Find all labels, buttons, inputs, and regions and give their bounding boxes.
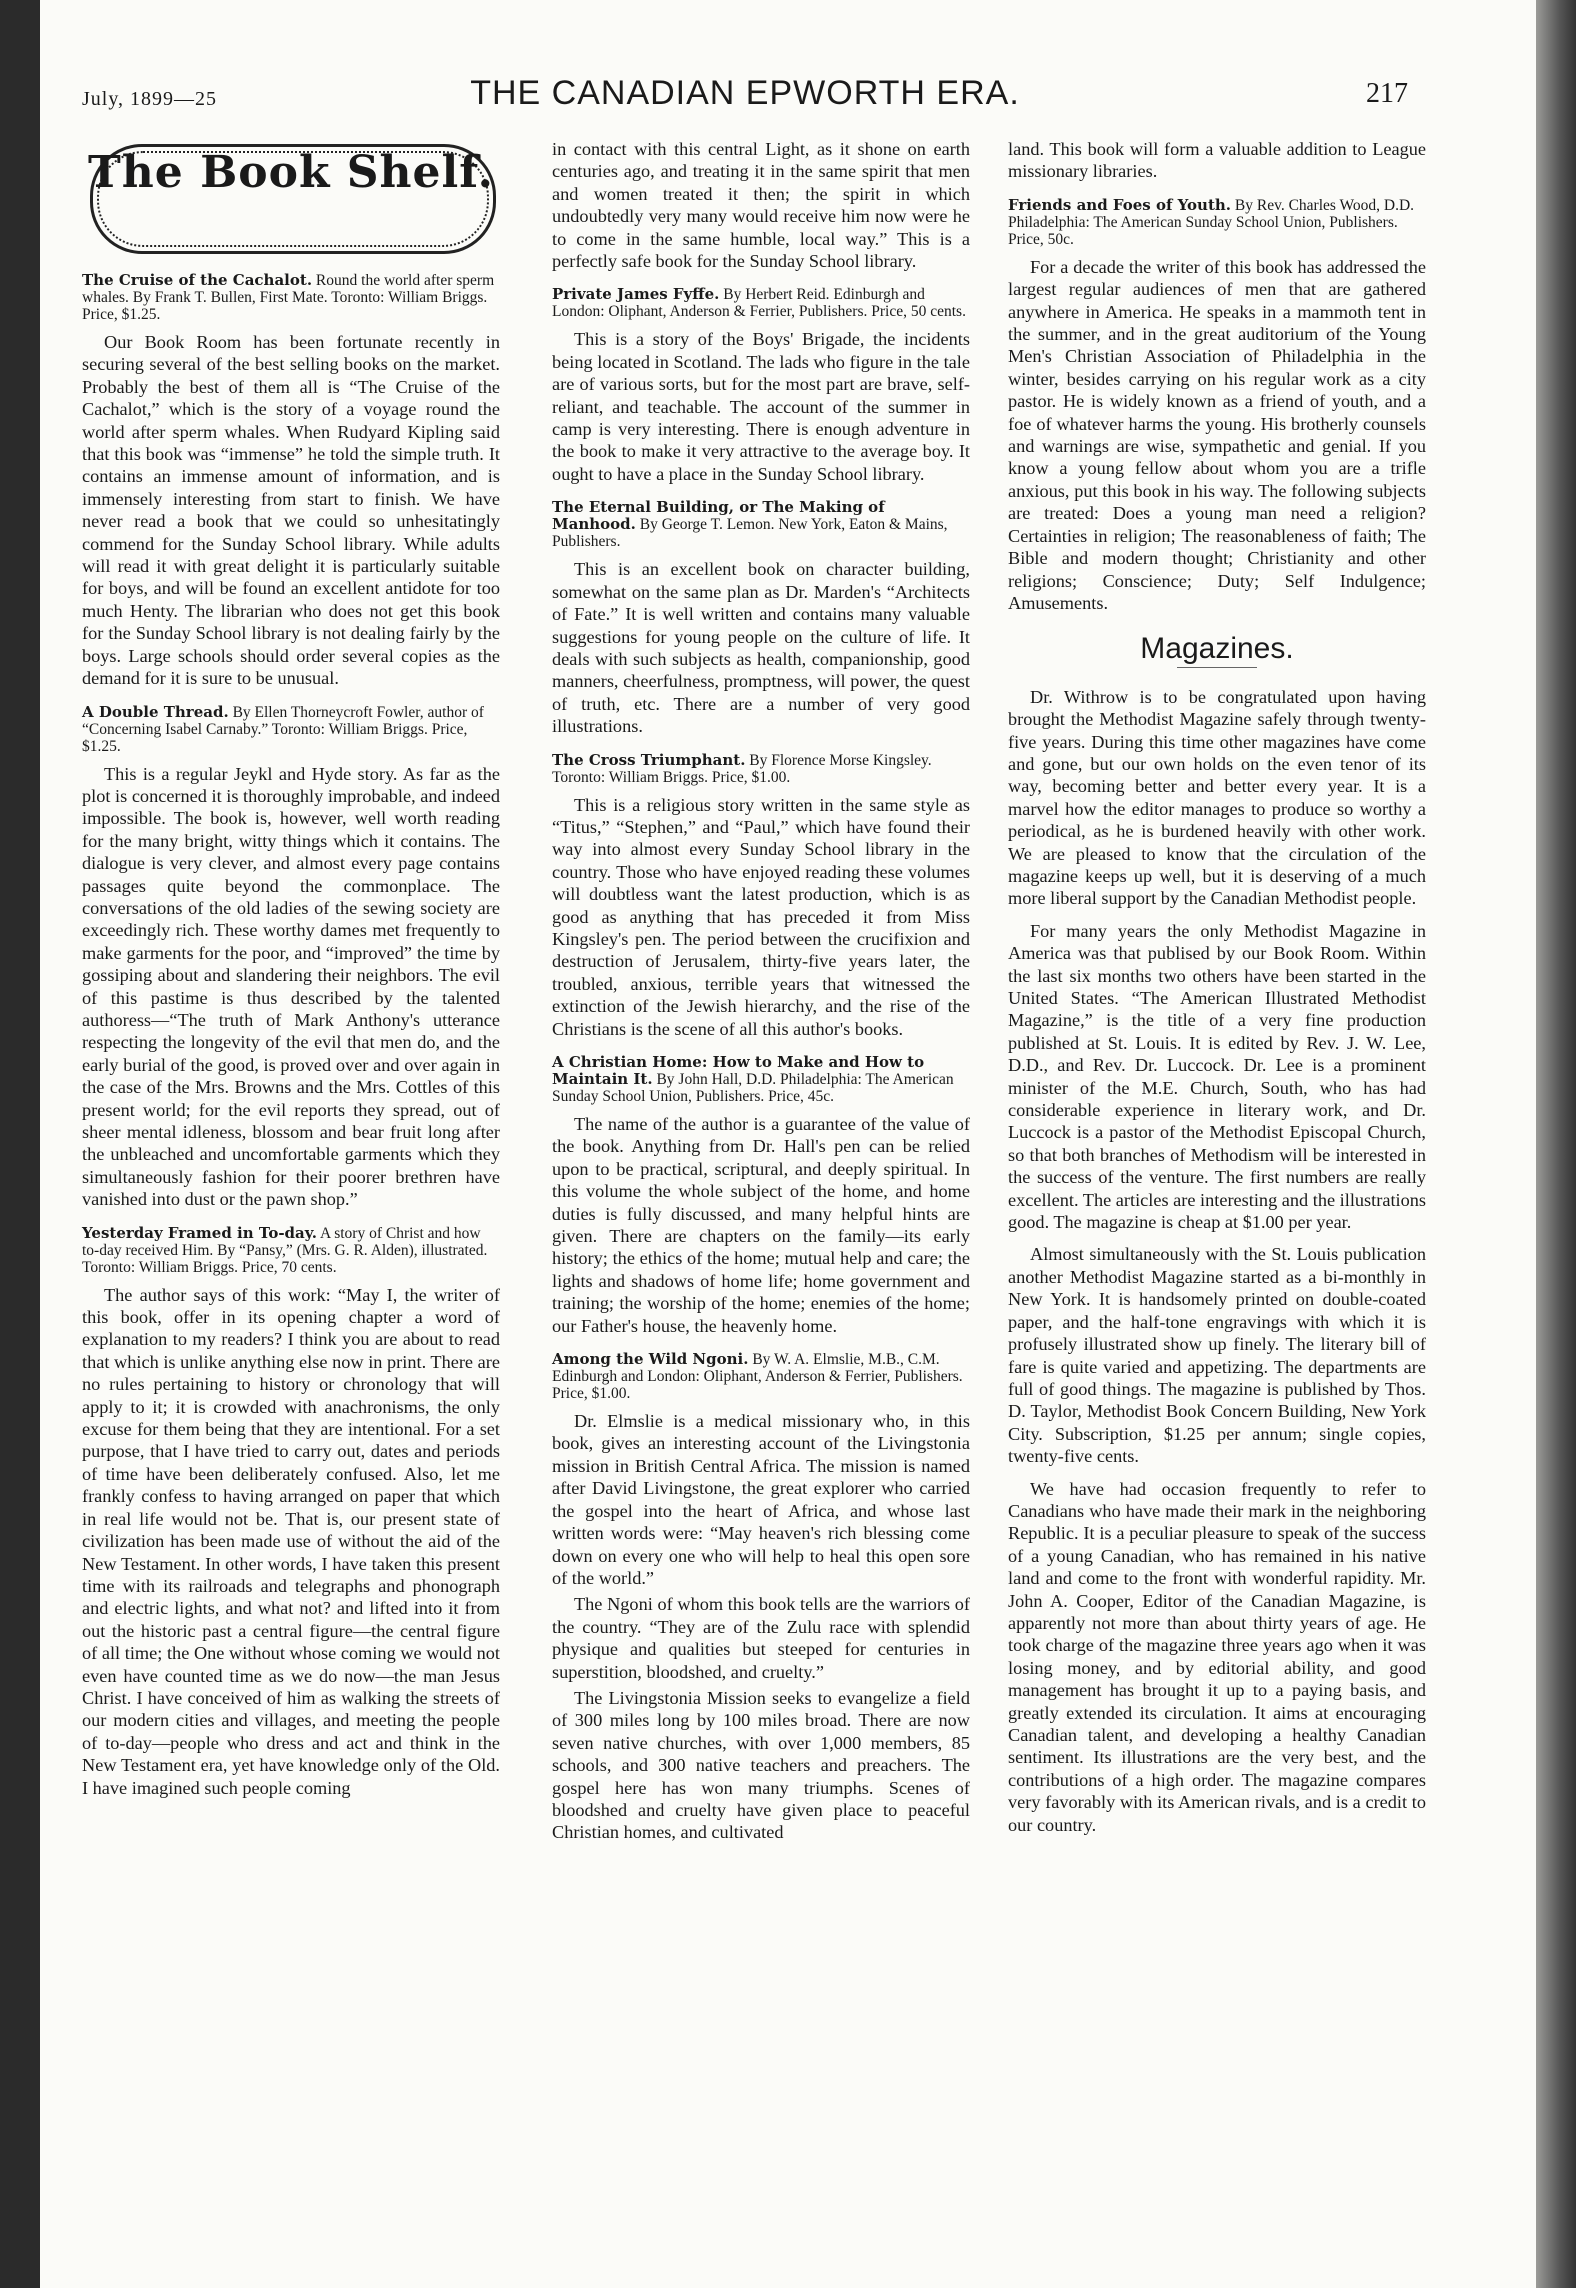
magazine-paragraph: Dr. Withrow is to be congratulated upon having brought the Methodist Magazine safely through twenty-five years. During this time other magazines have come and gone, but our own holds on the even tenor of its way, becoming better and better every year. It is a marvel how the editor manages to produce so worthy a periodical, as he is burdened heavily with other work. We are pleased to know that the circulation of the magazine keeps up well, but it is deserving of a much more liberal support by the Canadian Methodist people. xyxy=(1008,686,1426,909)
book-title: The Cross Triumphant. xyxy=(552,750,746,769)
review-paragraph: Dr. Elmslie is a medical missionary who, in this book, gives an interesting account of the Livingstonia mission in British Central Africa. The mission is named after David Livingstone, the great explorer who carried the gospel into the heart of Africa, and whose last written words were: “May heaven's rich blessing come down on every one who will help to heal this open sore of the world.” xyxy=(552,1411,970,1588)
section-title: The Book Shelf. xyxy=(88,147,494,198)
review-paragraph: The author says of this work: “May I, the writer of this book, offer in its opening chapter a word of explanation to my readers? I think you are about to read that which is unlike anything else now in print. There are no rules pertaining to history or chronology that will apply to it; it is crowded with anachronisms, the only excuse for them being that they are intentional. For a set purpose, that I have tried to carry out, dates and periods of time have been deliberately confused. Also, let me frankly confess to having arranged on paper that which in real life would not be. That is, our present state of civilization has been made use of without the aid of the New Testament. In other words, I have taken this present time with its railroads and telegraphs and phonograph and electric lights, and what not? and lifted into it from out the historic past a central figure—the central figure of all time; the One without whose coming we would not even have counted time as we do now—the man Jesus Christ. I have conceived of him as walking the streets of our modern cities and villages, and meeting the people of to-day—people who dress and act and think in the New Testament era, yet have knowledge only of the Old. I have imagined such people coming xyxy=(82,1284,500,1798)
publication-title: THE CANADIAN EPWORTH ERA. xyxy=(470,74,1020,112)
review-paragraph: The name of the author is a guarantee of the value of the book. Anything from Dr. Hall's pen can be relied upon to be practical, scriptural, and deeply spiritual. In this volume the whole subject of the home, and home duties is fully discussed, and many helpful hints are given. There are chapters on the family—its early history; the ethics of the home; mutual help and care; the lights and shadows of home life; home government and training; the worship of the home; enemies of the home; our Father's house, the heavenly home. xyxy=(552,1114,970,1336)
book-title: Among the Wild Ngoni. xyxy=(552,1350,749,1369)
review-paragraph-continued: land. This book will form a valuable addition to League missionary libraries. xyxy=(1008,139,1426,182)
book-meta: By John Hall, D.D. Philadelphia: The American Sunday School Union, Publishers. Price, 45c. xyxy=(552,1071,954,1105)
review-paragraph-continued: in contact with this central Light, as it shone on earth centuries ago, and treating it in the same spirit that men and women treated it then; the spirit in which undoubtedly very many would receive him now were he to come in the same humble, local way.” This is a perfectly safe book for the Sunday School library. xyxy=(552,139,970,272)
book-title: A Christian Home: How to Make and How to Maintain It. xyxy=(552,1053,925,1088)
book-meta: By Florence Morse Kingsley. Toronto: William Briggs. Price, $1.00. xyxy=(552,751,932,786)
review-heading xyxy=(552,1351,970,1402)
book-title: The Cruise of the Cachalot. xyxy=(82,271,313,289)
page-edge-right xyxy=(1536,0,1576,2288)
book-meta: Round the world after sperm whales. By Frank T. Bullen, First Mate. Toronto: William Briggs. Price, $1.25. xyxy=(82,272,495,323)
book-title: Private James Fyffe. xyxy=(552,285,720,304)
review-paragraph: The Livingstonia Mission seeks to evangelize a field of 300 miles long by 100 miles broad. There are now seven native churches, with over 1,000 members, 85 schools, and 300 native teachers and preachers. The gospel here has won many triumphs. Scenes of bloodshed and cruelty have given place to peaceful Christian homes, and cultivated xyxy=(552,1687,970,1843)
review-paragraph: This is an excellent book on character building, somewhat on the same plan as Dr. Marden's “Architects of Fate.” It is well written and contains many valuable suggestions for young people on the culture of life. It deals with such subjects as health, companionship, good manners, cheerfulness, promptness, will power, the quest of truth, etc. There are a number of very good illustrations. xyxy=(552,559,970,737)
review-heading xyxy=(552,752,970,786)
review-paragraph: This is a regular Jeykl and Hyde story. As far as the plot is concerned it is thoroughly improbable, and indeed impossible. The book is, however, well worth reading for the many bright, witty things which it contains. The dialogue is very clever, and almost every page contains passages quite beyond the commonplace. The conversations of the old ladies of the sewing society are exceedingly rich. These worthy dames met frequently to make garments for the poor, and “improved” the time by gossiping about and slandering their neighbors. The evil of this pastime is thus described by the talented authoress—“The truth of Mark Anthony's utterance respecting the longevity of the evil that men do, and the early burial of the good, is proved over and over again in the case of the Mrs. Browns and the Mrs. Cottles of this present world; for the evil reports they spread, out of sheer mental idleness, blossom and bear fruit long after the unbleached and uncomfortable garments which they simultaneously fashion for their poorer brethren have vanished into dust or the pawn shop.” xyxy=(82,763,500,1210)
magazines-heading xyxy=(1008,632,1426,667)
review-heading xyxy=(552,499,970,550)
page-header xyxy=(82,74,1408,122)
review-heading xyxy=(552,1054,970,1105)
heading-rule xyxy=(1177,667,1257,668)
book-binding-left xyxy=(0,0,40,2288)
book-title: A Double Thread. xyxy=(82,702,229,721)
book-shelf-banner xyxy=(82,140,500,252)
book-meta: By George T. Lemon. New York, Eaton & Mains, Publishers. xyxy=(552,516,948,551)
column-3 xyxy=(1008,138,1426,1836)
review-heading xyxy=(1008,197,1426,248)
magazine-paragraph: We have had occasion frequently to refer to Canadians who have made their mark in the neighboring Republic. It is a peculiar pleasure to speak of the success of a young Canadian, who has remained in his native land and come to the front with wonderful rapidity. Mr. John A. Cooper, Editor of the Canadian Magazine, is apparently not more than about thirty years of age. He took charge of the magazine three years ago when it was losing money, and by editorial ability, and good management has brought it up to a paying basis, and greatly extended its circulation. It aims at encouraging Canadian talent, and developing a healthy Canadian sentiment. Its illustrations are the very best, and the contributions of a high order. The magazine compares very favorably with its American rivals, and is a credit to our country. xyxy=(1008,1478,1426,1835)
review-paragraph: For a decade the writer of this book has addressed the largest regular audiences of men that are gathered anywhere in America. He speaks in a mammoth tent in the summer, and in the great auditorium of the Young Men's Christian Association of Philadelphia in the winter, besides carrying on his regular work as a city pastor. He is widely known as a friend of youth, and a foe of whatever harms the young. His brotherly counsels and warnings are wise, sympathetic and genial. If you know a young fellow about whom you are a trifle anxious, put this book in his way. The following subjects are treated: Does a young man need a religion? Certainties in religion; The reasonableness of faith; The Bible and modern thought; Christianity and other religions; Conscience; Duty; Self Indulgence; Amusements. xyxy=(1008,256,1426,613)
review-paragraph: The Ngoni of whom this book tells are the warriors of the country. “They are of the Zulu race with splendid physique and qualities but steeped for centuries in superstition, bloodshed, and cruelty.” xyxy=(552,1594,970,1682)
book-title: Friends and Foes of Youth. xyxy=(1008,195,1232,214)
book-title: Yesterday Framed in To-day. xyxy=(82,1223,317,1242)
review-heading xyxy=(82,704,500,755)
page-number: 217 xyxy=(1366,78,1408,109)
magazine-paragraph: Almost simultaneously with the St. Louis publication another Methodist Magazine started as a bi-monthly in New York. It is handsomely printed on double-coated paper, and the half-tone engravings with which it is profusely illustrated show up finely. The literary bill of fare is quite varied and appetizing. The departments are full of good things. The magazine is published by Thos. D. Taylor, Methodist Book Concern Building, New York City. Subscription, $1.25 per annum; single copies, twenty-five cents. xyxy=(1008,1244,1426,1467)
review-heading xyxy=(82,272,500,323)
book-title: The Eternal Building, or The Making of Manhood. xyxy=(552,498,885,534)
review-paragraph: This is a religious story written in the same style as “Titus,” “Stephen,” and “Paul,” which have found their way into almost every Sunday School library in the country. Those who have enjoyed reading these volumes will doubtless want the latest production, which is as good as anything that has preceded it from Miss Kingsley's pen. The period between the crucifixion and destruction of Jerusalem, thirty-five years later, the troubled, anxious, terrible years that witnessed the extinction of the Jewish hierarchy, and the rise of the Christians is the scene of all this author's books. xyxy=(552,794,970,1039)
magazine-paragraph: For many years the only Methodist Magazine in America was that publised by our Book Room. Within the last six months two others have been started in the United States. “The American Illustrated Methodist Magazine,” is the title of a very fine production published at St. Louis. It is edited by Rev. J. W. Lee, D.D., and Rev. Dr. Luccock. Dr. Lee is a prominent minister of the M.E. Church, South, who has had considerable experience in literary work, and Dr. Luccock is a pastor of the Methodist Episcopal Church, so that both branches of Methodism will be interested in the success of the venture. The first numbers are really excellent. The articles are interesting and the illustrations good. The magazine is cheap at $1.00 per year. xyxy=(1008,920,1426,1233)
book-meta: By Herbert Reid. Edinburgh and London: Oliphant, Anderson & Ferrier, Publishers. Price, 50 cents. xyxy=(552,286,966,321)
column-2 xyxy=(552,138,970,1844)
book-meta: By Ellen Thorneycroft Fowler, author of “Concerning Isabel Carnaby.” Toronto: William Briggs. Price, $1.25. xyxy=(82,703,484,755)
review-paragraph: Our Book Room has been fortunate recently in securing several of the best selling books on the market. Probably the best of them all is “The Cruise of the Cachalot,” which is the story of a voyage round the world after sperm whales. When Rudyard Kipling said that this book was “immense” he told the simple truth. It contains an immense amount of information, and is immensely interesting from start to finish. We have never read a book that we could so unhesitatingly commend for the Sunday School library. While adults will read it with great delight it is particularly suitable for boys, and will be found an excellent antidote for too much Henty. The librarian who does not get this book for the Sunday School library is not dealing fairly by the boys. Large schools should order several copies as the demand for it is sure to be unusual. xyxy=(82,332,500,689)
column-1 xyxy=(82,138,500,1799)
review-heading xyxy=(82,1225,500,1276)
review-paragraph: This is a story of the Boys' Brigade, the incidents being located in Scotland. The lads who figure in the tale are of various sorts, but for the most part are brave, self-reliant, and teachable. The account of the summer in camp is very interesting. There is enough adventure in the book to make it very attractive to the average boy. It ought to have a place in the Sunday School library. xyxy=(552,329,970,484)
book-meta: By W. A. Elmslie, M.B., C.M. Edinburgh and London: Oliphant, Anderson & Ferrier, Publishers. Price, $1.00. xyxy=(552,1351,963,1403)
magazines-title: Magazines. xyxy=(1140,632,1294,666)
book-meta: By Rev. Charles Wood, D.D. Philadelphia: The American Sunday School Union, Publishers. Price, 50c. xyxy=(1008,196,1415,248)
issue-date: July, 1899—25 xyxy=(82,88,218,110)
review-heading xyxy=(552,286,970,320)
book-meta: A story of Christ and how to-day received Him. By “Pansy,” (Mrs. G. R. Alden), illustrated. Toronto: William Briggs. Price, 70 cents. xyxy=(82,1224,488,1276)
